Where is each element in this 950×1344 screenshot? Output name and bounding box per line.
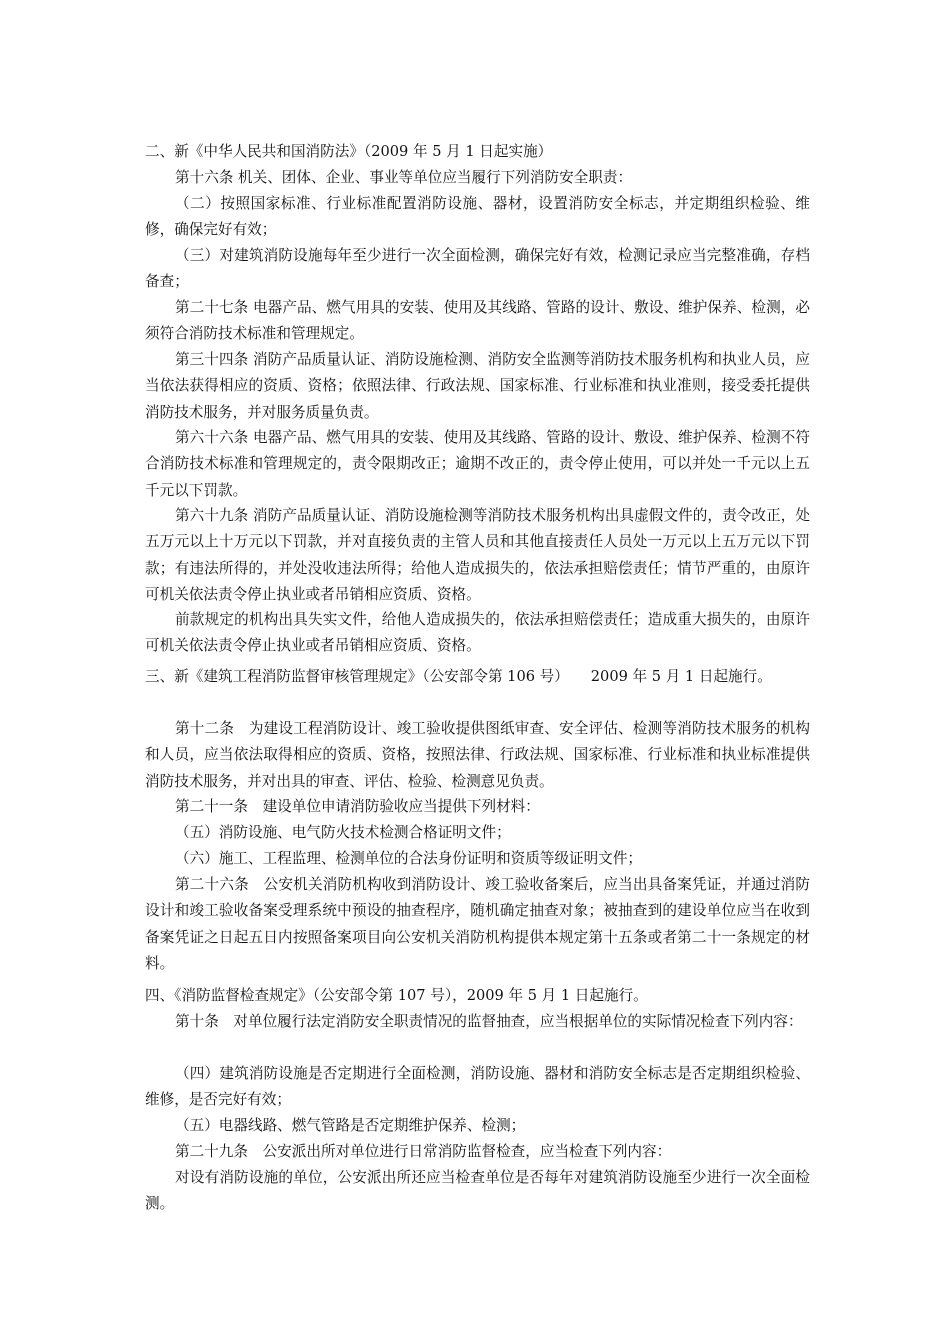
article-16: 第十六条 机关、团体、企业、事业等单位应当履行下列消防安全职责： [175,169,633,186]
article-21: 第二十一条 建设单位申请消防验收应当提供下列材料： [175,798,540,815]
clause-5-materials: （五）消防设施、电气防火技术检测合格证明文件； [175,824,511,841]
article-69: 第六十九条 消防产品质量认证、消防设施检测等消防技术服务机构出具虚假文件的，责令改正，处五万元以上十万元以下罚款，并对直接负责的主管人员和其他直接责任人员处一万元以上五万元以下罚款；有违法所得的，并处没收违法所得；给他人造成损失的，依法承担赔偿责任；情节严重的，由原许可机关依法责令停止执业或者吊销相应资质、资格。 [145,507,810,604]
article-34: 第三十四条 消防产品质量认证、消防设施检测、消防安全监测等消防技术服务机构和执业人员，应当依法获得相应的资质、资格；依照法律、行政法规、国家标准、行业标准和执业准则，接受委托提供消防技术服务，并对服务质量负责。 [145,351,810,421]
clause-2: （二）按照国家标准、行业标准配置消防设施、器材，设置消防安全标志，并定期组织检验、维修，确保完好有效； [145,195,810,239]
clause-5-inspection: （五）电器线路、燃气管路是否定期维护保养、检测； [175,1117,526,1134]
clause-3: （三）对建筑消防设施每年至少进行一次全面检测，确保完好有效，检测记录应当完整准确，存档备查； [145,247,810,291]
article-27: 第二十七条 电器产品、燃气用具的安装、使用及其线路、管路的设计、敷设、维护保养、检测，必须符合消防技术标准和管理规定。 [145,299,810,343]
article-12: 第十二条 为建设工程消防设计、竣工验收提供图纸审查、安全评估、检测等消防技术服务的机构和人员，应当依法取得相应的资质、资格，按照法律、行政法规、国家标准、行业标准和执业标准提供消防技术服务，并对出具的审查、评估、检验、检测意见负责。 [145,720,810,790]
article-26: 第二十六条 公安机关消防机构收到消防设计、竣工验收备案后，应当出具备案凭证，并通过消防设计和竣工验收备案受理系统中预设的抽查程序，随机确定抽查对象；被抽查到的建设单位应当在收到备案凭证之日起五日内按照备案项目向公安机关消防机构提供本规定第十五条或者第二十一条规定的材料。 [145,876,810,973]
paragraph-false-documents: 前款规定的机构出具失实文件，给他人造成损失的，依法承担赔偿责任；造成重大损失的，由原许可机关依法责令停止执业或者吊销相应资质、资格。 [145,611,810,655]
clause-6-materials: （六）施工、工程监理、检测单位的合法身份证明和资质等级证明文件； [175,850,643,867]
clause-4-inspection: （四）建筑消防设施是否定期进行全面检测，消防设施、器材和消防安全标志是否定期组织检验、维修，是否完好有效； [145,1065,810,1109]
paragraph-annual-inspection: 对设有消防设施的单位，公安派出所还应当检查单位是否每年对建筑消防设施至少进行一次全面检测。 [145,1169,810,1213]
article-29: 第二十九条 公安派出所对单位进行日常消防监督检查，应当检查下列内容： [175,1143,672,1160]
section-heading-inspection-rules: 四、《消防监督检查规定》（公安部令第 107 号），2009 年 5 月 1 日起施行。 [145,987,648,1004]
article-10: 第十条 对单位履行法定消防安全职责情况的监督抽查，应当根据单位的实际情况检查下列内容： [175,1013,803,1030]
section-heading-construction-review: 三、新《建筑工程消防监督审核管理规定》（公安部令第 106 号） 2009 年 5 月 1 日起施行。 [145,668,772,685]
article-66: 第六十六条 电器产品、燃气用具的安装、使用及其线路、管路的设计、敷设、维护保养、检测不符合消防技术标准和管理规定的，责令限期改正；逾期不改正的，责令停止使用，可以并处一千元以上五千元以下罚款。 [145,429,810,499]
section-heading-fire-protection-law: 二、新《中华人民共和国消防法》（2009 年 5 月 1 日起实施） [145,143,553,160]
